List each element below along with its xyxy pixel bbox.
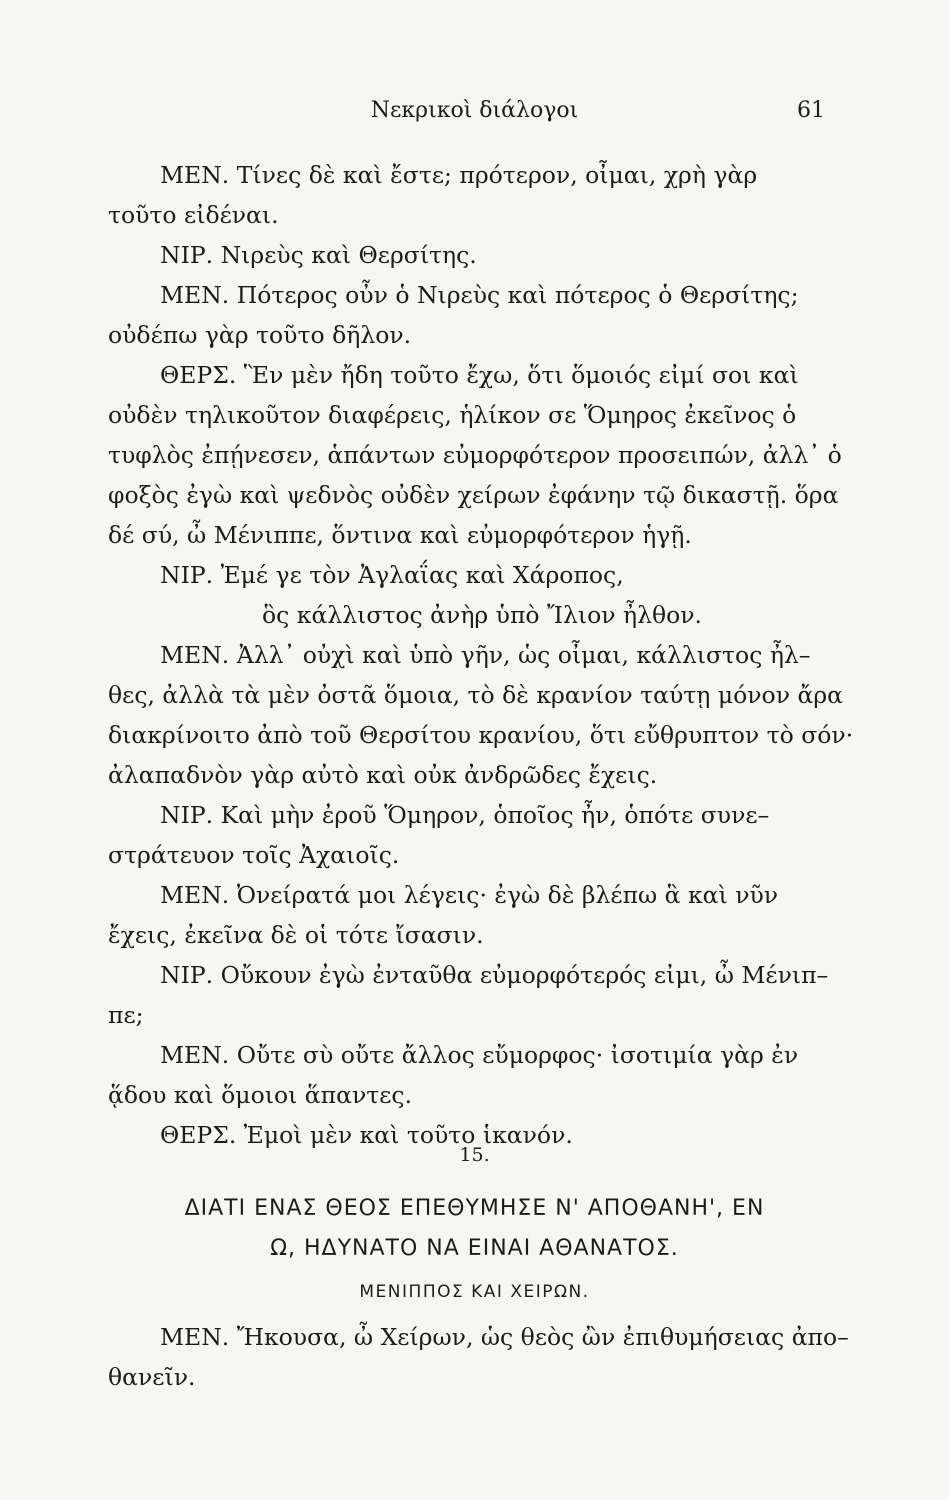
text-line: πε;	[108, 1001, 144, 1029]
text-line: ΝΙΡ. Ἐμέ γε τὸν Ἀγλαΐας καὶ Χάροπος,	[160, 561, 624, 589]
text-line: ΜΕΝ. Πότερος οὖν ὁ Νιρεὺς καὶ πότερος ὁ Θερσίτης;	[160, 281, 799, 309]
section-number: 15.	[459, 1144, 490, 1166]
text-line: ΝΙΡ. Νιρεὺς καὶ Θερσίτης.	[160, 241, 477, 269]
text-line: οὐδὲν τηλικοῦτον διαφέρεις, ἡλίκον σε Ὅμηρος ἐκεῖνος ὁ	[108, 401, 797, 429]
text-line: τοῦτο εἰδέναι.	[108, 201, 279, 229]
page-number: 61	[797, 98, 825, 123]
text-line: ΝΙΡ. Οὔκουν ἐγὼ ἐνταῦθα εὐμορφότερός εἰμι, ὦ Μένιπ–	[160, 961, 829, 989]
text-line: διακρίνοιτο ἀπὸ τοῦ Θερσίτου κρανίου, ὅτι εὔθρυπτον τὸ σόν·	[108, 721, 854, 749]
text-line: ΜΕΝ. Ὀνείρατά μοι λέγεις· ἐγὼ δὲ βλέπω ἃ καὶ νῦν	[160, 881, 779, 909]
text-line: τυφλὸς ἐπῄνεσεν, ἁπάντων εὐμορφότερον προσειπών, ἀλλ᾽ ὁ	[108, 441, 842, 469]
text-line: φοξὸς ἐγὼ καὶ ψεδνὸς οὐδὲν χείρων ἐφάνην τῷ δικαστῇ. ὅρα	[108, 481, 839, 509]
text-line: ᾅδου καὶ ὅμοιοι ἅπαντες.	[108, 1081, 413, 1109]
text-line: θανεῖν.	[108, 1363, 196, 1391]
text-line: θες, ἀλλὰ τὰ μὲν ὀστᾶ ὅμοια, τὸ δὲ κρανίον ταύτῃ μόνον ἄρα	[108, 681, 844, 709]
running-title: Νεκρικοὶ διάλογοι	[370, 98, 579, 123]
text-line: ἀλαπαδνὸν γὰρ αὐτὸ καὶ οὐκ ἀνδρῶδες ἔχεις.	[108, 761, 658, 789]
text-line: ΜΕΝ. Ἤκουσα, ὦ Χείρων, ὡς θεὸς ὢν ἐπιθυμήσειας ἀπο–	[160, 1323, 849, 1351]
section-subtitle: ΜΕΝΙΠΠΟΣ ΚΑΙ ΧΕΙΡΩΝ.	[359, 1282, 590, 1302]
section-title-line: ΔΙΑΤΙ ΕΝΑΣ ΘΕΟΣ ΕΠΕΘΥΜΗΣΕ Ν' ΑΠΟΘΑΝΗ', ΕΝ	[184, 1196, 765, 1221]
text-line: ΘΕΡΣ. Ἓν μὲν ἤδη τοῦτο ἔχω, ὅτι ὅμοιός εἰμί σοι καὶ	[160, 361, 799, 389]
verse-line: ὃς κάλλιστος ἀνὴρ ὑπὸ Ἴλιον ἦλθον.	[262, 601, 703, 629]
text-line: ἔχεις, ἐκεῖνα δὲ οἱ τότε ἴσασιν.	[108, 921, 484, 949]
text-line: ΜΕΝ. Τίνες δὲ καὶ ἔστε; πρότερον, οἶμαι, χρὴ γὰρ	[160, 161, 758, 189]
text-line: δέ σύ, ὦ Μένιππε, ὅντινα καὶ εὐμορφότερον ἡγῇ.	[108, 521, 692, 549]
text-line: ΘΕΡΣ. Ἐμοὶ μὲν καὶ τοῦτο ἱκανόν.	[160, 1121, 573, 1149]
text-line: στράτευον τοῖς Ἀχαιοῖς.	[108, 841, 400, 869]
text-line: ΝΙΡ. Καὶ μὴν ἐροῦ Ὅμηρον, ὁποῖος ἦν, ὁπότε συνε–	[160, 801, 770, 829]
section-title-line: Ω, ΗΔΥΝΑΤΟ ΝΑ ΕΙΝΑΙ ΑΘΑΝΑΤΟΣ.	[270, 1236, 679, 1261]
text-line: ΜΕΝ. Οὔτε σὺ οὔτε ἄλλος εὔμορφος· ἰσοτιμία γὰρ ἐν	[160, 1041, 799, 1069]
text-line: οὐδέπω γὰρ τοῦτο δῆλον.	[108, 321, 412, 349]
text-line: ΜΕΝ. Ἀλλ᾽ οὐχὶ καὶ ὑπὸ γῆν, ὡς οἶμαι, κάλλιστος ἦλ–	[160, 641, 811, 669]
